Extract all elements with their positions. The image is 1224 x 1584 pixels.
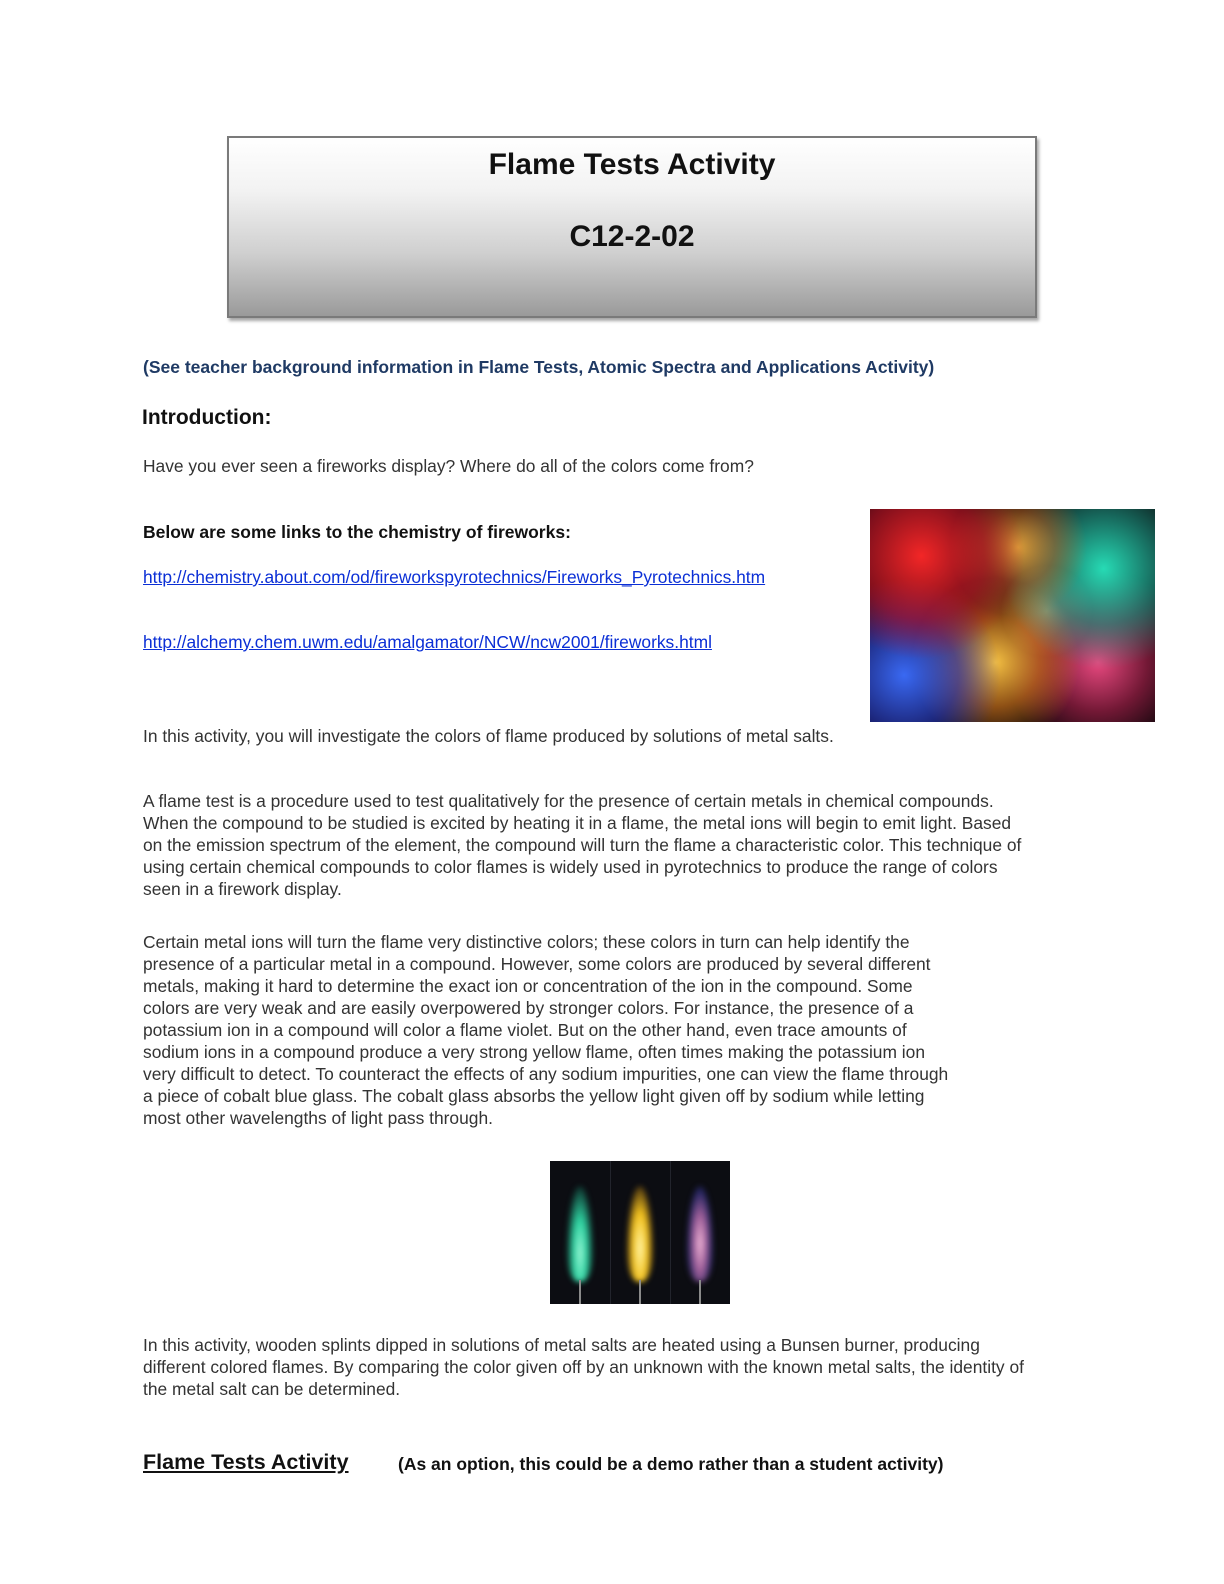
paragraph-line: different colored flames. By comparing the color given off by an unknown with the known metal salts, the identity of: [143, 1357, 1024, 1377]
paragraph-line: very difficult to detect. To counteract the effects of any sodium impurities, one can view the flame through: [143, 1064, 949, 1084]
paragraph-line: potassium ion in a compound will color a flame violet. But on the other hand, even trace amounts of: [143, 1020, 907, 1040]
paragraph-line: colors are very weak and are easily overpowered by stronger colors. For instance, the presence of a: [143, 998, 914, 1018]
activity-code: C12-2-02: [569, 220, 695, 253]
paragraph-line: the metal salt can be determined.: [143, 1379, 401, 1399]
paragraph-line: using certain chemical compounds to color flames is widely used in pyrotechnics to produce the range of colors: [143, 857, 998, 877]
flame-test-photo-icon: [550, 1161, 730, 1304]
title-box: [227, 136, 1037, 318]
paragraph-line: sodium ions in a compound produce a very strong yellow flame, often times making the potassium ion: [143, 1042, 926, 1062]
splints-paragraph: [143, 1334, 1024, 1400]
paragraph-line: a piece of cobalt blue glass. The cobalt glass absorbs the yellow light given off by sodium while letting: [143, 1086, 925, 1106]
intro-question: Have you ever seen a fireworks display? Where do all of the colors come from?: [143, 456, 754, 476]
activity-heading: Flame Tests Activity: [143, 1450, 349, 1474]
yellow-flame: [610, 1161, 670, 1304]
paragraph-line: A flame test is a procedure used to test qualitatively for the presence of certain metals in chemical compounds.: [143, 791, 994, 811]
paragraph-line: most other wavelengths of light pass through.: [143, 1108, 493, 1128]
paragraph-line: metals, making it hard to determine the exact ion or concentration of the ion in the compound. Some: [143, 976, 913, 996]
paragraph-line: presence of a particular metal in a compound. However, some colors are produced by several different: [143, 954, 931, 974]
green-flame: [550, 1161, 610, 1304]
page-title: Flame Tests Activity: [488, 148, 776, 181]
link-alchemy-uwm[interactable]: http://alchemy.chem.uwm.edu/amalgamator/NCW/ncw2001/fireworks.html: [143, 632, 712, 652]
activity-note: (As an option, this could be a demo rather than a student activity): [398, 1454, 944, 1474]
metal-ions-paragraph: [143, 931, 948, 1129]
flame-test-paragraph: [143, 790, 1021, 900]
fireworks-photo-icon: [870, 509, 1155, 722]
teacher-note: (See teacher background information in Flame Tests, Atomic Spectra and Applications Activity): [143, 357, 935, 377]
paragraph-line: on the emission spectrum of the element, the compound will turn the flame a characteristic color. This technique of: [143, 835, 1022, 855]
link-chemistry-about[interactable]: http://chemistry.about.com/od/fireworkspyrotechnics/Fireworks_Pyrotechnics.htm: [143, 567, 766, 587]
links-heading: Below are some links to the chemistry of fireworks:: [143, 522, 571, 542]
paragraph-line: When the compound to be studied is excited by heating it in a flame, the metal ions will begin to emit light. Based: [143, 813, 1012, 833]
activity-intro-text: In this activity, you will investigate the colors of flame produced by solutions of metal salts.: [143, 726, 834, 746]
paragraph-line: In this activity, wooden splints dipped in solutions of metal salts are heated using a Bunsen burner, producing: [143, 1335, 980, 1355]
violet-flame: [670, 1161, 730, 1304]
paragraph-line: Certain metal ions will turn the flame very distinctive colors; these colors in turn can help identify the: [143, 932, 910, 952]
introduction-heading: Introduction:: [142, 406, 272, 429]
paragraph-line: seen in a firework display.: [143, 879, 342, 899]
